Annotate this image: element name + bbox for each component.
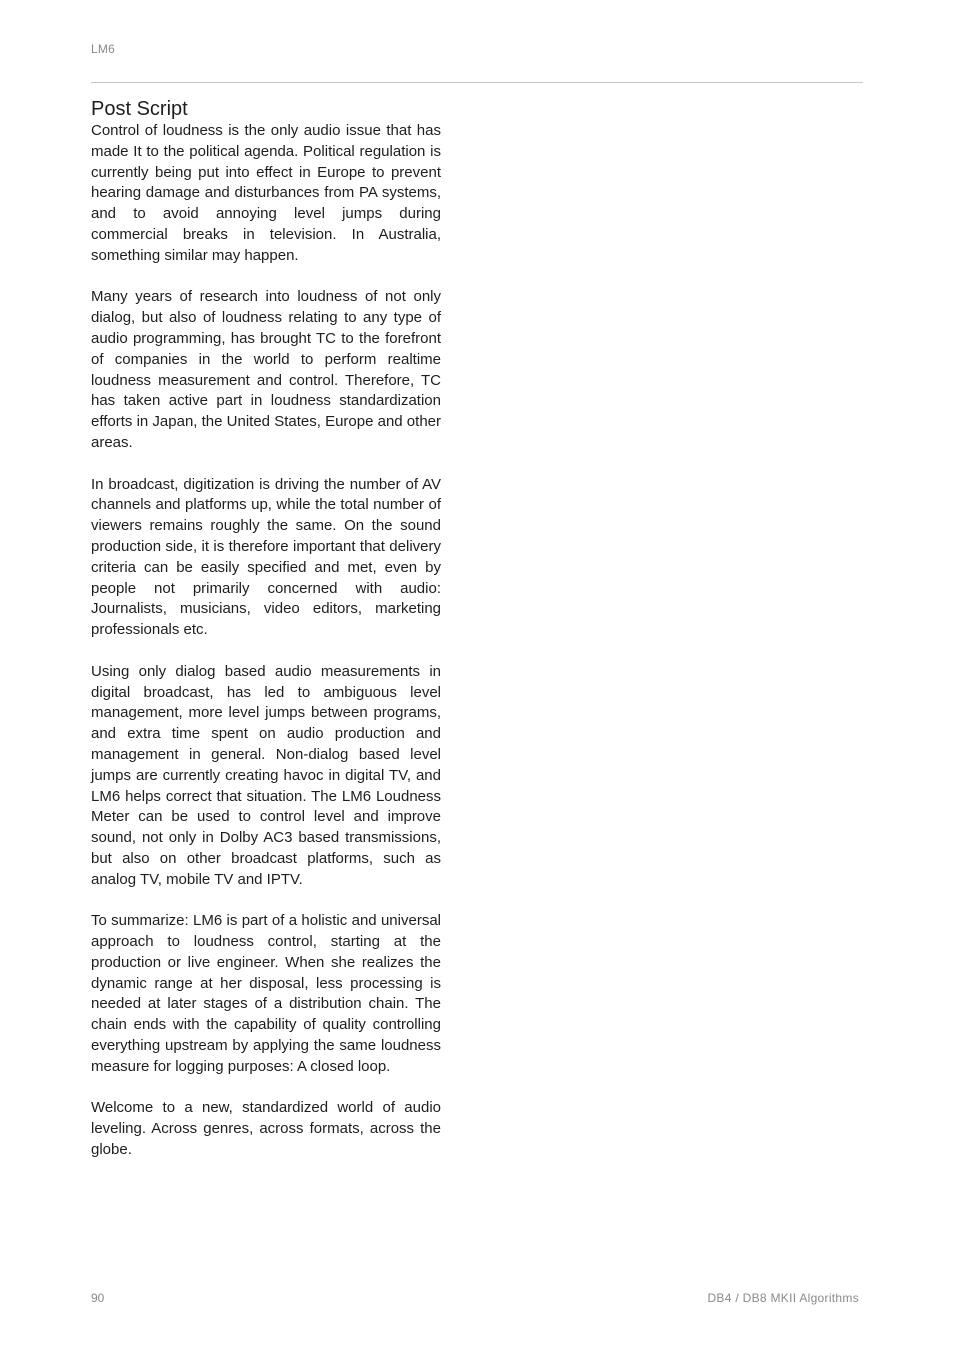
paragraph: Many years of research into loudness of not only dialog, but also of loudness relating to any type of audio programming, has brought TC to the forefront of companies in the world to perform realtime loudness measurement and control. Therefore, TC has taken active part in loudness standardization efforts in Japan, the United States, Europe and other areas. bbox=[91, 288, 441, 451]
paragraph: Control of loudness is the only audio issue that has made It to the political agenda. Political regulation is currently being put into effect in Europe to prevent hearing damage and disturbances from PA systems, and to avoid annoying level jumps during commercial breaks in television. In Australia, something similar may happen. bbox=[91, 122, 441, 264]
section-title: Post Script bbox=[91, 98, 188, 120]
body-text-column bbox=[91, 121, 441, 1182]
paragraph: To summarize: LM6 is part of a holistic and universal approach to loudness control, starting at the production or live engineer. When she realizes the dynamic range at her disposal, less processing is needed at later stages of a distribution chain. The chain ends with the capability of quality controlling everything upstream by applying the same loudness measure for logging purposes: A closed loop. bbox=[91, 912, 441, 1075]
paragraph: Using only dialog based audio measurements in digital broadcast, has led to ambiguous level management, more level jumps between programs, and extra time spent on audio production and management in general. Non-dialog based level jumps are currently creating havoc in digital TV, and LM6 helps correct that situation. The LM6 Loudness Meter can be used to control level and improve sound, not only in Dolby AC3 based transmissions, but also on other broadcast platforms, such as analog TV, mobile TV and IPTV. bbox=[91, 662, 441, 888]
header-divider bbox=[91, 82, 863, 83]
footer-document-title: DB4 / DB8 MKII Algorithms bbox=[707, 1291, 859, 1305]
paragraph: Welcome to a new, standardized world of audio leveling. Across genres, across formats, across the globe. bbox=[91, 1099, 441, 1159]
paragraph: In broadcast, digitization is driving the number of AV channels and platforms up, while the total number of viewers remains roughly the same. On the sound production side, it is therefore important that delivery criteria can be easily specified and met, even by people not primarily concerned with audio: Journalists, musicians, video editors, marketing professionals etc. bbox=[91, 475, 441, 639]
page-number: 90 bbox=[91, 1291, 105, 1305]
running-header: LM6 bbox=[91, 42, 115, 56]
